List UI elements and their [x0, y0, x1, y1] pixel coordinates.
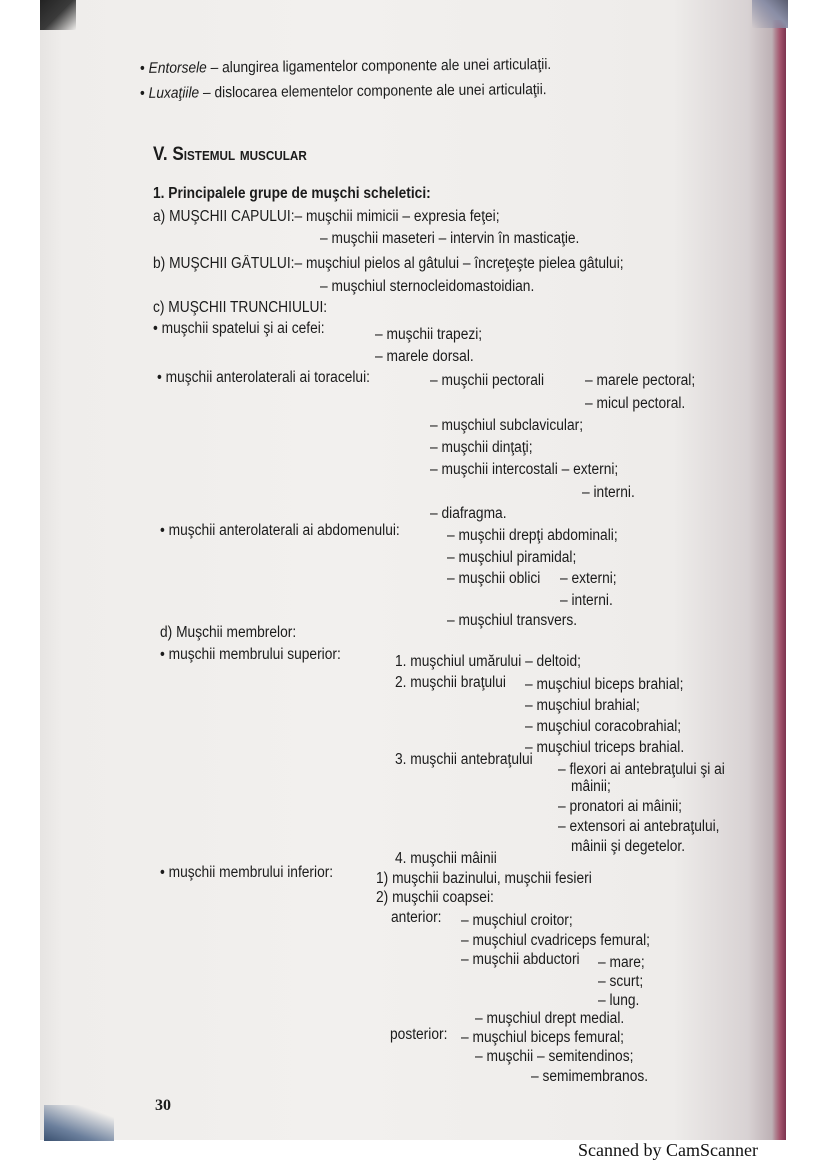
page-corner: [40, 0, 76, 30]
text-line: 2. muşchii braţului: [395, 674, 506, 691]
text-line: 4. muşchii mâinii: [395, 850, 497, 867]
page-edge-shadow: [772, 20, 786, 1140]
text-line: – externi;: [560, 570, 617, 587]
text-line: – muşchiul triceps brahial.: [525, 739, 685, 756]
text-line: – muşchiul sternocleidomastoidian.: [320, 278, 535, 295]
text-line: – scurt;: [598, 973, 644, 990]
text-line: – muşchii oblici: [447, 570, 541, 587]
text-line: 3. muşchii antebraţului: [395, 751, 533, 768]
text-line: – muşchiul transvers.: [447, 612, 578, 629]
text-line: – muşchiul subclavicular;: [430, 417, 584, 434]
bullet-text: – alungirea ligamentelor componente ale unei articulaţii.: [206, 56, 552, 77]
text-line: anterior:: [391, 909, 442, 926]
text-line: b) MUŞCHII GÂTULUI:– muşchiul pielos al gâtului – încreţeşte pielea gâtului;: [153, 255, 624, 272]
text-line: – muşchiul cvadriceps femural;: [461, 932, 650, 949]
text-line: d) Muşchii membrelor:: [160, 624, 297, 641]
bullet-text: – dislocarea elementelor componente ale unei articulaţii.: [199, 81, 547, 102]
bullet-luxatie: • Luxaţiile – dislocarea elementelor componente ale unei articulaţii.: [139, 81, 547, 102]
text-line: mâinii şi degetelor.: [571, 838, 686, 855]
text-line: – interni.: [582, 484, 635, 501]
text-line: – muşchii intercostali – externi;: [430, 461, 619, 478]
text-line: 1. muşchiul umărului – deltoid;: [395, 653, 581, 670]
scanner-watermark: Scanned by CamScanner: [578, 1140, 758, 1160]
bullet-term: Entorsele: [148, 59, 207, 77]
text-line: – flexori ai antebraţului şi ai: [558, 761, 725, 778]
text-line: – muşchii trapezi;: [375, 326, 483, 343]
text-line: – muşchiul biceps femural;: [461, 1029, 624, 1046]
text-line: – micul pectoral.: [585, 395, 686, 412]
text-line: – interni.: [560, 592, 613, 609]
text-line: 1) muşchii bazinului, muşchii fesieri: [376, 870, 592, 887]
text-line: – muşchii maseteri – intervin în masticaţie.: [320, 230, 580, 247]
text-line: – extensori ai antebraţului,: [558, 818, 720, 835]
text-line: – marele dorsal.: [375, 348, 474, 365]
text-line: – diafragma.: [430, 505, 507, 522]
page-corner: [44, 1105, 114, 1141]
text-line: – muşchii pectorali: [430, 372, 545, 389]
text-line: – muşchiul biceps brahial;: [525, 676, 684, 693]
text-line: – mare;: [598, 954, 645, 971]
bullet-entorse: • Entorsele – alungirea ligamentelor componente ale unei articulaţii.: [139, 56, 552, 77]
text-line: 2) muşchii coapsei:: [376, 889, 494, 906]
text-line: mâinii;: [571, 778, 611, 795]
section-title: V. Sistemul muscular: [153, 144, 307, 165]
text-line: – muşchiul drept medial.: [475, 1010, 625, 1027]
text-line: posterior:: [390, 1026, 448, 1043]
text-line: – pronatori ai mâinii;: [558, 798, 682, 815]
text-line: • muşchii spatelui şi ai cefei:: [153, 320, 325, 337]
text-line: – muşchii drepţi abdominali;: [447, 527, 618, 544]
text-line: – semimembranos.: [531, 1068, 649, 1085]
text-line: • muşchii anterolaterali ai toracelui:: [157, 369, 370, 386]
text-line: – lung.: [598, 992, 640, 1009]
text-line: – marele pectoral;: [585, 372, 696, 389]
text-line: – muşchiul croitor;: [461, 912, 573, 929]
text-line: – muşchii – semitendinos;: [475, 1048, 634, 1065]
text-line: a) MUŞCHII CAPULUI:– muşchii mimicii – expresia feţei;: [153, 208, 500, 225]
text-line: – muşchiul brahial;: [525, 697, 640, 714]
bullet-term: Luxaţiile: [148, 84, 200, 102]
heading-1: 1. Principalele grupe de muşchi scheletici:: [153, 185, 431, 202]
text-line: – muşchii abductori: [461, 951, 580, 968]
page-corner: [752, 0, 788, 28]
text-line: • muşchii membrului superior:: [160, 646, 341, 663]
text-line: – muşchiul piramidal;: [447, 549, 577, 566]
text-line: • muşchii membrului inferior:: [160, 864, 334, 881]
text-line: – muşchii dinţaţi;: [430, 439, 533, 456]
text-line: • muşchii anterolaterali ai abdomenului:: [160, 522, 400, 539]
page-number: 30: [155, 1097, 171, 1114]
text-line: – muşchiul coracobrahial;: [525, 718, 682, 735]
text-line: c) MUŞCHII TRUNCHIULUI:: [153, 299, 328, 316]
scanned-page: [40, 0, 785, 1140]
